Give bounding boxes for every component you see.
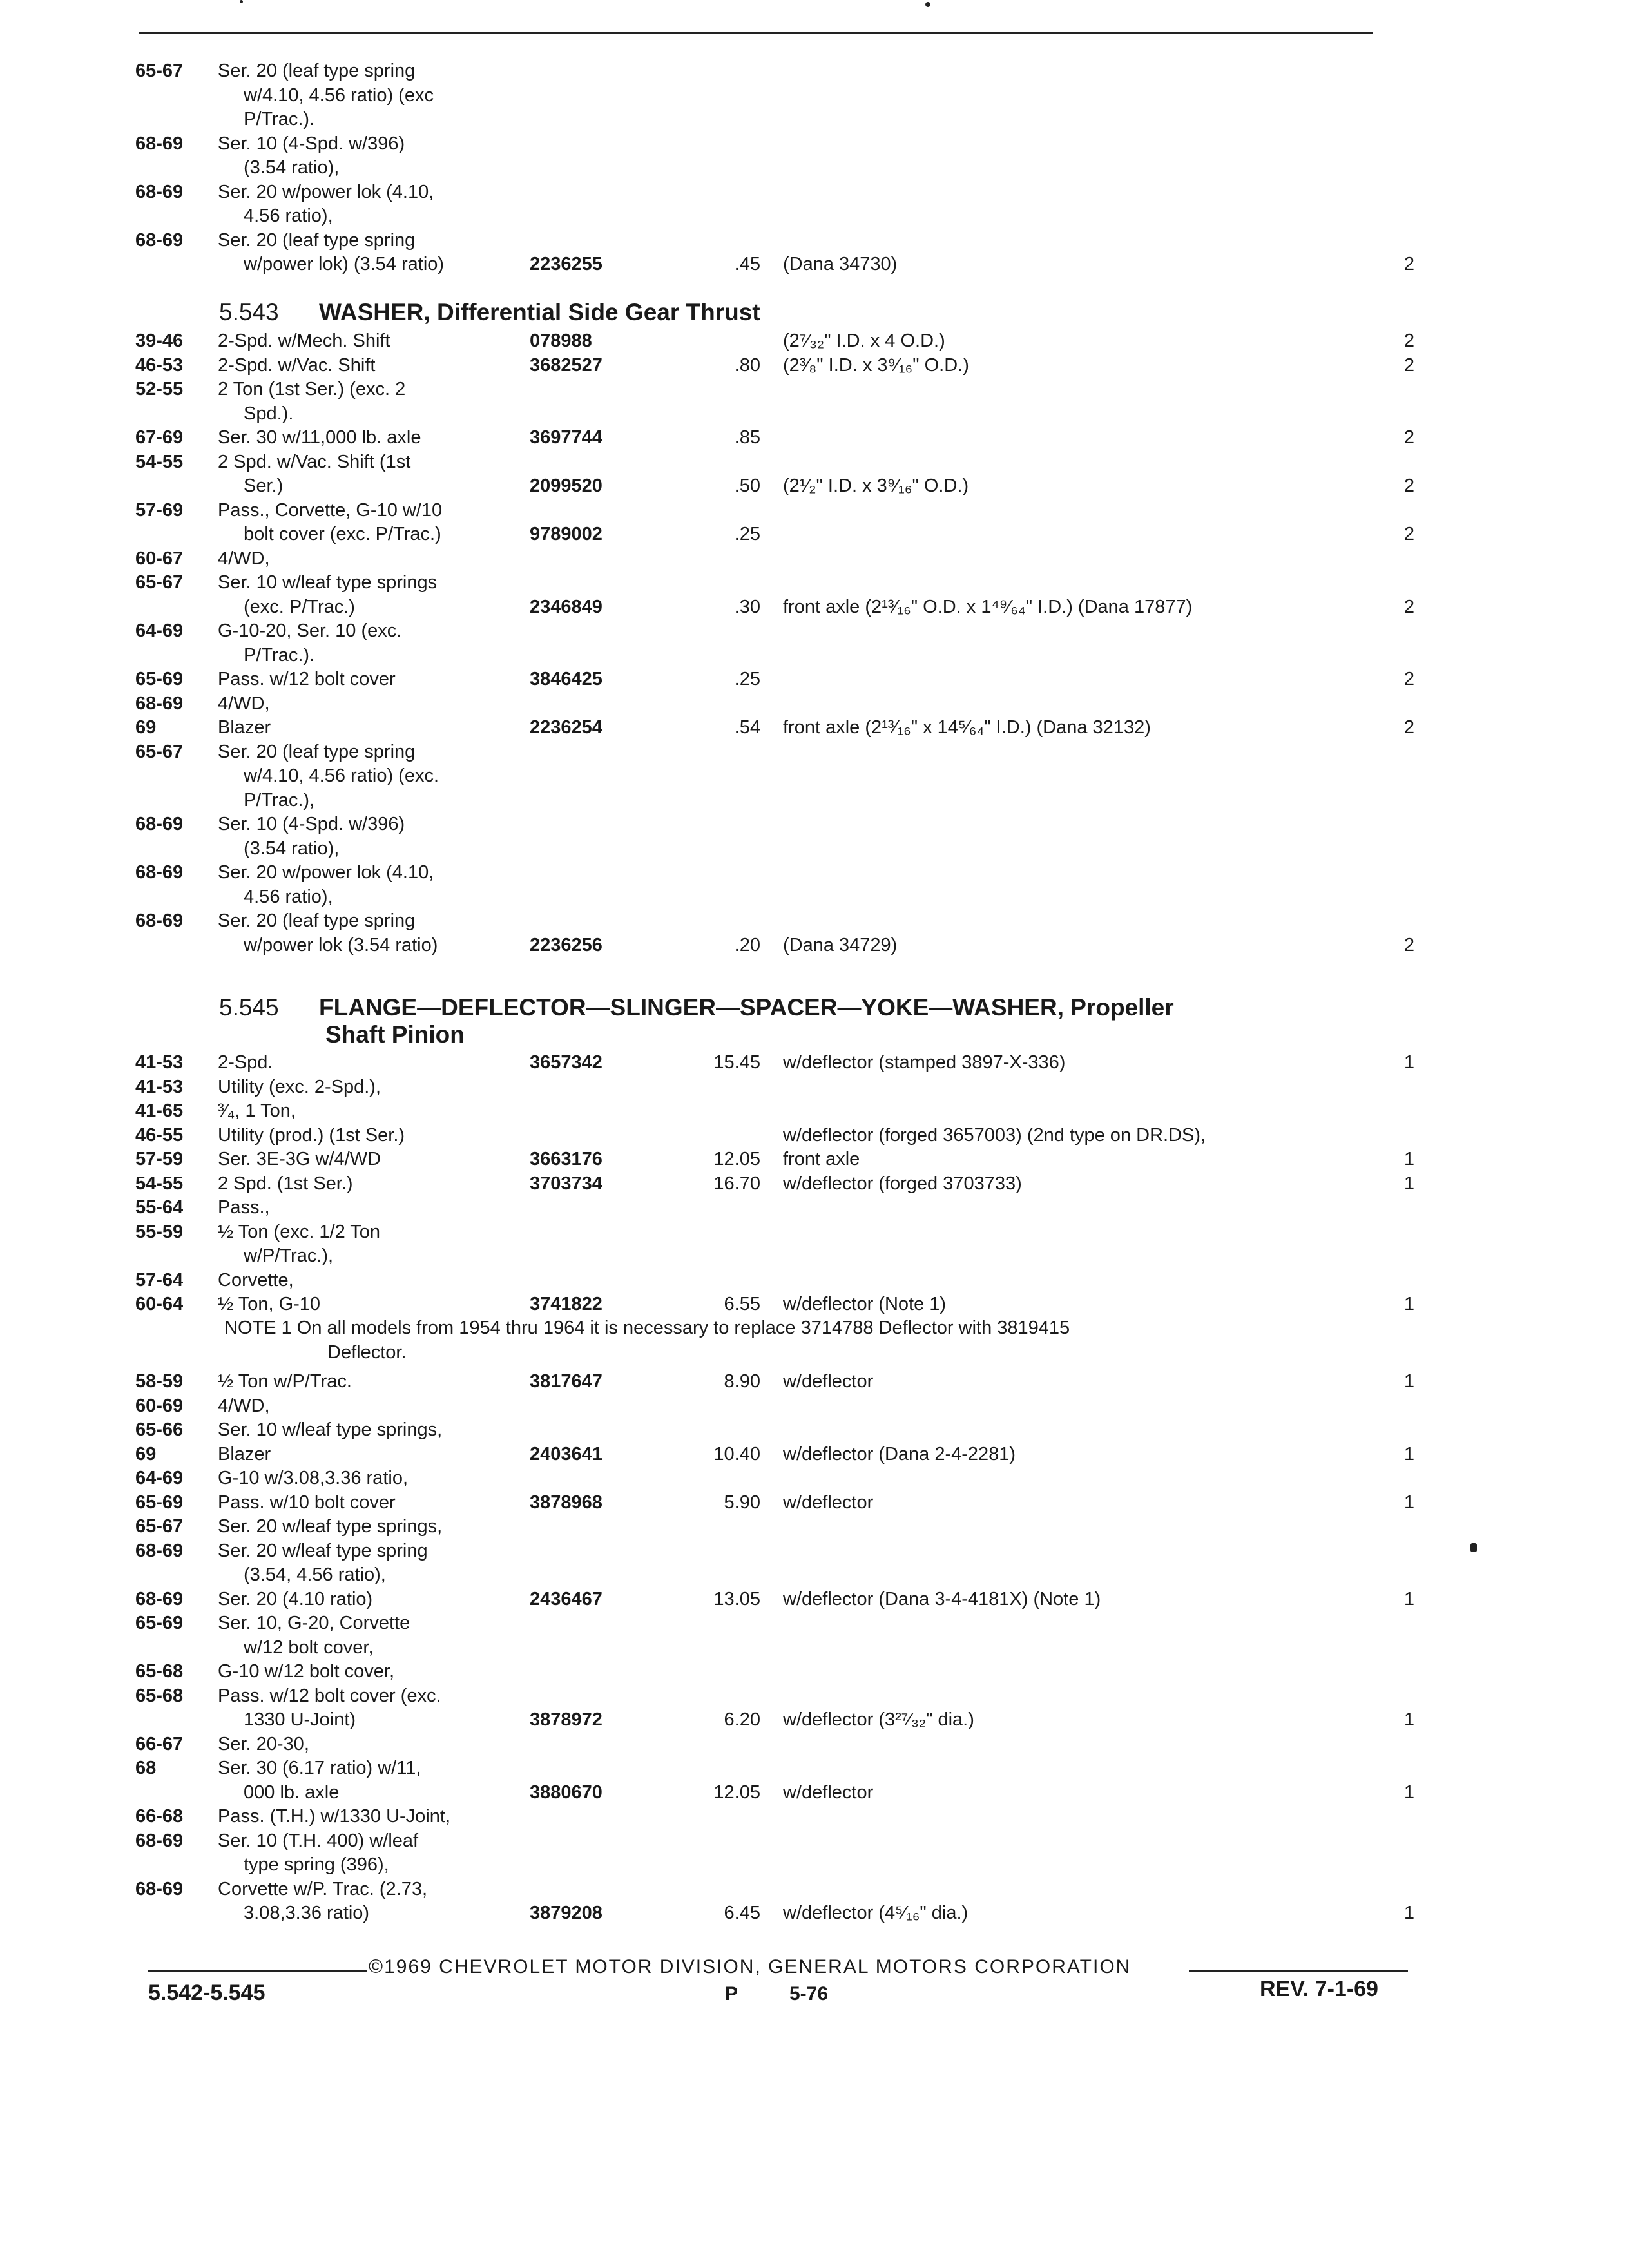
application: G-10-20, Ser. 10 (exc. (218, 620, 402, 641)
model-years: 68-69 (135, 1830, 184, 1851)
application: Ser. 20 (leaf type spring (218, 61, 416, 81)
application: 4/WD, (218, 1395, 270, 1416)
table-row (135, 1196, 1424, 1220)
description: (2⁷⁄₃₂" I.D. x 4 O.D.) (783, 331, 945, 351)
table-row (135, 1051, 1424, 1075)
model-years: 67-69 (135, 427, 184, 448)
list-price: 6.20 (724, 1709, 760, 1730)
table-row (135, 1611, 1424, 1636)
table-row (135, 1636, 1424, 1660)
application: Ser. 20 w/leaf type spring (218, 1540, 428, 1561)
part-number: 3663176 (530, 1149, 602, 1169)
part-number: 2236254 (530, 717, 602, 738)
application: Pass. (T.H.) w/1330 U-Joint, (218, 1806, 450, 1827)
application: Ser. 10 w/leaf type springs (218, 572, 438, 593)
part-number: 3741822 (530, 1294, 602, 1314)
section-title: FLANGE—DEFLECTOR—SLINGER—SPACER—YOKE—WASHER, Propeller (319, 994, 1174, 1021)
quantity: 1 (1403, 1492, 1414, 1513)
table-row (135, 619, 1424, 644)
top-rule (139, 32, 1373, 34)
application: Pass., (218, 1197, 270, 1218)
section-5543-heading (219, 298, 760, 327)
part-number: 3657342 (530, 1052, 602, 1073)
application: w/12 bolt cover, (244, 1637, 374, 1658)
application: Ser. 20 w/power lok (4.10, (218, 181, 434, 202)
application: ³⁄₄, 1 Ton, (218, 1100, 296, 1121)
table-row (135, 1491, 1424, 1515)
footer-rule-right (1189, 1970, 1408, 1972)
application: Ser. 10 (4-Spd. w/396) (218, 814, 405, 834)
model-years: 65-68 (135, 1661, 184, 1682)
table-row (135, 1124, 1424, 1148)
application: 2 Spd. (1st Ser.) (218, 1173, 353, 1194)
table-row (135, 253, 1424, 277)
list-price: 6.45 (724, 1903, 760, 1923)
application: Blazer (218, 1443, 271, 1465)
application: 2 Ton (1st Ser.) (exc. 2 (218, 379, 406, 399)
model-years: 41-53 (135, 1076, 184, 1097)
model-years: 68-69 (135, 693, 184, 714)
description: w/deflector (Note 1) (783, 1294, 947, 1314)
table-row (135, 571, 1424, 595)
table-row (135, 885, 1424, 910)
table-row (135, 523, 1424, 547)
application: Ser. 30 w/11,000 lb. axle (218, 427, 421, 448)
application: G-10 w/3.08,3.36 ratio, (218, 1468, 408, 1488)
quantity: 1 (1403, 1371, 1414, 1392)
application: 2-Spd. w/Mech. Shift (218, 331, 390, 351)
application: 4/WD, (218, 693, 270, 714)
application: (exc. P/Trac.) (244, 596, 355, 617)
table-row (135, 229, 1424, 253)
quantity: 1 (1403, 1782, 1414, 1803)
table-row (135, 1370, 1424, 1394)
application: 2 Spd. w/Vac. Shift (1st (218, 451, 411, 472)
model-years: 57-69 (135, 499, 184, 521)
table-row (135, 1148, 1424, 1172)
description: w/deflector (783, 1492, 874, 1513)
model-years: 41-65 (135, 1100, 184, 1121)
application: Ser. 20-30, (218, 1733, 309, 1754)
application: (3.54, 4.56 ratio), (244, 1564, 386, 1585)
quantity: 1 (1403, 1443, 1414, 1465)
model-years: 54-55 (135, 451, 184, 472)
application: Ser. 20 w/leaf type springs, (218, 1516, 443, 1537)
model-years: 68-69 (135, 862, 184, 883)
list-price: 6.55 (724, 1294, 760, 1314)
list-price: .25 (734, 669, 760, 689)
table-row (135, 1099, 1424, 1124)
quantity: 2 (1403, 669, 1414, 689)
model-years: 54-55 (135, 1173, 184, 1194)
part-number: 3846425 (530, 669, 602, 689)
table-row (135, 547, 1424, 572)
list-price: 8.90 (724, 1371, 760, 1392)
model-years: 66-67 (135, 1733, 184, 1754)
table-row (135, 354, 1424, 378)
model-years: 58-59 (135, 1371, 184, 1392)
table-row (135, 1878, 1424, 1902)
application: 1330 U-Joint) (244, 1709, 356, 1730)
table-row (135, 1394, 1424, 1419)
application: w/power lok (3.54 ratio) (244, 934, 438, 956)
table-row (135, 1443, 1424, 1467)
section-5545-heading (219, 994, 1174, 1022)
model-years: 46-55 (135, 1124, 184, 1146)
part-number: 9789002 (530, 524, 602, 544)
quantity: 1 (1403, 1052, 1414, 1073)
part-number: 2099520 (530, 476, 602, 496)
parts-block-3 (135, 1051, 1424, 1317)
table-row (135, 1781, 1424, 1805)
note-1-line2: Deflector. (327, 1342, 407, 1363)
model-years: 64-69 (135, 1468, 184, 1488)
list-price: 10.40 (713, 1443, 760, 1465)
table-row (135, 1269, 1424, 1293)
table-row (135, 156, 1424, 180)
application: Ser. 20 w/power lok (4.10, (218, 862, 434, 883)
model-years: 68 (135, 1758, 157, 1778)
table-row (135, 450, 1424, 475)
application: Ser. 3E-3G w/4/WD (218, 1149, 381, 1169)
description: front axle (783, 1149, 860, 1169)
table-row (135, 764, 1424, 789)
model-years: 41-53 (135, 1052, 184, 1073)
application: Ser. 10 w/leaf type springs, (218, 1419, 443, 1440)
quantity: 1 (1403, 1709, 1414, 1730)
quantity: 1 (1403, 1903, 1414, 1923)
list-price: .80 (734, 354, 760, 376)
parts-block-1 (135, 59, 1424, 277)
model-years: 68-69 (135, 1588, 184, 1610)
application: 4.56 ratio), (244, 206, 333, 226)
model-years: 65-67 (135, 1516, 184, 1537)
table-row (135, 499, 1424, 523)
table-row (135, 1515, 1424, 1539)
table-row (135, 1829, 1424, 1854)
table-row (135, 378, 1424, 402)
table-row (135, 595, 1424, 620)
model-years: 60-67 (135, 548, 184, 569)
quantity: 2 (1403, 934, 1414, 956)
footer-section-range: 5.542-5.545 (148, 1981, 265, 2005)
application: Ser. 20 (leaf type spring (218, 741, 416, 762)
table-row (135, 1853, 1424, 1878)
application: w/4.10, 4.56 ratio) (exc (244, 84, 434, 106)
application: Pass. w/12 bolt cover (exc. (218, 1685, 441, 1706)
application: Ser.) (244, 476, 284, 496)
list-price: 13.05 (713, 1588, 760, 1610)
model-years: 68-69 (135, 910, 184, 931)
list-price: .54 (734, 717, 760, 738)
part-number: 3697744 (530, 427, 602, 448)
model-years: 65-67 (135, 61, 184, 81)
table-row (135, 1805, 1424, 1829)
section-title: WASHER, Differential Side Gear Thrust (319, 299, 760, 325)
section-number: 5.543 (219, 299, 279, 325)
table-row (135, 789, 1424, 813)
list-price: 12.05 (713, 1782, 760, 1803)
part-number: 3880670 (530, 1782, 602, 1803)
application: Ser. 30 (6.17 ratio) w/11, (218, 1758, 421, 1778)
table-row (135, 934, 1424, 958)
quantity: 2 (1403, 331, 1414, 351)
table-row (135, 59, 1424, 84)
part-number: 2236255 (530, 254, 602, 274)
part-number: 3703734 (530, 1173, 602, 1194)
quantity: 1 (1403, 1149, 1414, 1169)
quantity: 2 (1403, 596, 1414, 617)
model-years: 55-59 (135, 1221, 184, 1242)
model-years: 60-69 (135, 1395, 184, 1416)
part-number: 3878968 (530, 1492, 602, 1513)
footer-copyright: ©1969 CHEVROLET MOTOR DIVISION, GENERAL MOTORS CORPORATION (369, 1956, 1132, 1977)
description: (Dana 34730) (783, 254, 898, 274)
application: 2-Spd. w/Vac. Shift (218, 354, 376, 376)
quantity: 2 (1403, 524, 1414, 544)
list-price: 16.70 (713, 1173, 760, 1194)
description: (2³⁄₈" I.D. x 3⁹⁄₁₆" O.D.) (783, 354, 969, 376)
part-number: 078988 (530, 331, 592, 351)
table-row (135, 132, 1424, 157)
application: Pass. w/12 bolt cover (218, 669, 396, 689)
application: Utility (exc. 2-Spd.), (218, 1076, 381, 1097)
description: front axle (2¹³⁄₁₆" x 14⁵⁄₆₄" I.D.) (Dana 32132) (783, 717, 1151, 738)
model-years: 68-69 (135, 1878, 184, 1899)
application: Ser. 10 (4-Spd. w/396) (218, 133, 405, 154)
application: w/4.10, 4.56 ratio) (exc. (244, 765, 439, 786)
table-row (135, 1756, 1424, 1781)
model-years: 68-69 (135, 229, 184, 251)
list-price: 12.05 (713, 1149, 760, 1169)
model-years: 69 (135, 1443, 157, 1465)
quantity: 2 (1403, 354, 1414, 376)
parts-block-2 (135, 329, 1424, 957)
description: w/deflector (forged 3703733) (783, 1173, 1022, 1194)
description: (2¹⁄₂" I.D. x 3⁹⁄₁₆" O.D.) (783, 476, 969, 496)
model-years: 65-66 (135, 1419, 184, 1440)
application: 2-Spd. (218, 1052, 273, 1073)
model-years: 66-68 (135, 1806, 184, 1827)
list-price: 15.45 (713, 1052, 760, 1073)
application: Ser. 10, G-20, Corvette (218, 1613, 410, 1633)
list-price: 5.90 (724, 1492, 760, 1513)
table-row (135, 1172, 1424, 1196)
table-row (135, 644, 1424, 668)
footer-page-number: 5-76 (789, 1983, 829, 2004)
application: 3.08,3.36 ratio) (244, 1903, 370, 1923)
table-row (135, 108, 1424, 132)
model-years: 65-69 (135, 1492, 184, 1513)
model-years: 65-69 (135, 669, 184, 689)
scan-speck (925, 2, 930, 7)
application: Ser. 20 (leaf type spring (218, 229, 416, 251)
application: 000 lb. axle (244, 1782, 340, 1803)
model-years: 65-68 (135, 1685, 184, 1706)
part-number: 2346849 (530, 596, 602, 617)
list-price: .85 (734, 427, 760, 448)
description: w/deflector (3²⁷⁄₃₂" dia.) (783, 1709, 974, 1730)
description: w/deflector (783, 1782, 874, 1803)
model-years: 64-69 (135, 620, 184, 641)
model-years: 39-46 (135, 331, 184, 351)
table-row (135, 426, 1424, 450)
table-row (135, 474, 1424, 499)
part-number: 3878972 (530, 1709, 602, 1730)
table-row (135, 716, 1424, 740)
quantity: 2 (1403, 254, 1414, 274)
model-years: 68-69 (135, 181, 184, 202)
application: G-10 w/12 bolt cover, (218, 1661, 395, 1682)
description: w/deflector (forged 3657003) (2nd type on DR.DS), (783, 1124, 1206, 1146)
model-years: 57-64 (135, 1269, 184, 1291)
application: Corvette w/P. Trac. (2.73, (218, 1878, 428, 1899)
list-price: .20 (734, 934, 760, 956)
application: Ser. 10 (T.H. 400) w/leaf (218, 1830, 419, 1851)
application: w/P/Trac.), (244, 1245, 334, 1266)
model-years: 57-59 (135, 1149, 184, 1169)
part-number: 3817647 (530, 1371, 602, 1392)
quantity: 2 (1403, 476, 1414, 496)
application: ½ Ton w/P/Trac. (218, 1371, 352, 1392)
application: P/Trac.), (244, 789, 315, 811)
model-years: 60-64 (135, 1294, 184, 1314)
footer-rule-left (148, 1970, 367, 1972)
description: w/deflector (783, 1371, 874, 1392)
application: bolt cover (exc. P/Trac.) (244, 524, 441, 544)
table-row (135, 812, 1424, 837)
table-row (135, 861, 1424, 885)
table-row (135, 1539, 1424, 1564)
application: w/power lok) (3.54 ratio) (244, 254, 445, 274)
model-years: 69 (135, 717, 157, 738)
list-price: .25 (734, 524, 760, 544)
scan-speck (240, 0, 243, 3)
table-row (135, 1684, 1424, 1709)
list-price: .30 (734, 596, 760, 617)
list-price: .50 (734, 476, 760, 496)
footer-p: P (725, 1983, 738, 2004)
application: 4.56 ratio), (244, 886, 333, 907)
application: Ser. 20 (4.10 ratio) (218, 1588, 373, 1610)
application: Ser. 20 (leaf type spring (218, 910, 416, 931)
part-number: 2403641 (530, 1443, 602, 1465)
section-title-continued: Shaft Pinion (325, 1021, 465, 1048)
quantity: 1 (1403, 1588, 1414, 1610)
quantity: 1 (1403, 1294, 1414, 1314)
table-row (135, 1244, 1424, 1269)
application: ½ Ton, G-10 (218, 1294, 321, 1314)
application: Utility (prod.) (1st Ser.) (218, 1124, 405, 1146)
application: Pass. w/10 bolt cover (218, 1492, 396, 1513)
application: (3.54 ratio), (244, 157, 340, 178)
scan-speck (1470, 1543, 1477, 1552)
footer-revision: REV. 7-1-69 (1260, 1977, 1378, 2001)
part-number: 3682527 (530, 354, 602, 376)
description: (Dana 34729) (783, 934, 898, 956)
application: P/Trac.). (244, 109, 315, 130)
table-row (135, 1660, 1424, 1684)
table-row (135, 180, 1424, 205)
table-row (135, 1733, 1424, 1757)
model-years: 65-67 (135, 741, 184, 762)
table-row (135, 204, 1424, 229)
list-price: .45 (734, 254, 760, 274)
description: w/deflector (Dana 2-4-2281) (783, 1443, 1016, 1465)
table-row (135, 909, 1424, 934)
table-row (135, 740, 1424, 765)
table-row (135, 1075, 1424, 1100)
description: front axle (2¹³⁄₁₆" O.D. x 1⁴⁹⁄₆₄" I.D.) (Dana 17877) (783, 596, 1193, 617)
part-number: 2236256 (530, 934, 602, 956)
application: (3.54 ratio), (244, 838, 340, 859)
section-number: 5.545 (219, 994, 279, 1021)
table-row (135, 1293, 1424, 1317)
table-row (135, 1466, 1424, 1491)
quantity: 1 (1403, 1173, 1414, 1194)
application: Corvette, (218, 1269, 294, 1291)
table-row (135, 1708, 1424, 1733)
model-years: 46-53 (135, 354, 184, 376)
application: Spd.). (244, 403, 294, 424)
application: type spring (396), (244, 1854, 389, 1875)
model-years: 68-69 (135, 1540, 184, 1561)
table-row (135, 1418, 1424, 1443)
application: ½ Ton (exc. 1/2 Ton (218, 1221, 381, 1242)
description: w/deflector (stamped 3897-X-336) (783, 1052, 1066, 1073)
table-row (135, 837, 1424, 861)
parts-block-4 (135, 1370, 1424, 1926)
table-row (135, 668, 1424, 692)
note-1-line1: NOTE 1 On all models from 1954 thru 1964 it is necessary to replace 3714788 Deflector with 3819415 (224, 1318, 1070, 1338)
model-years: 55-64 (135, 1197, 184, 1218)
application: Blazer (218, 717, 271, 738)
table-row (135, 692, 1424, 716)
model-years: 65-67 (135, 572, 184, 593)
model-years: 68-69 (135, 133, 184, 154)
table-row (135, 84, 1424, 108)
table-row (135, 402, 1424, 427)
quantity: 2 (1403, 717, 1414, 738)
table-row (135, 1588, 1424, 1612)
description: w/deflector (4⁵⁄₁₆" dia.) (783, 1903, 969, 1923)
application: P/Trac.). (244, 644, 315, 666)
application: 4/WD, (218, 548, 270, 569)
quantity: 2 (1403, 427, 1414, 448)
description: w/deflector (Dana 3-4-4181X) (Note 1) (783, 1588, 1101, 1610)
model-years: 68-69 (135, 814, 184, 834)
model-years: 52-55 (135, 379, 184, 399)
table-row (135, 1563, 1424, 1588)
table-row (135, 329, 1424, 354)
table-row (135, 1220, 1424, 1245)
application: Pass., Corvette, G-10 w/10 (218, 499, 443, 521)
part-number: 3879208 (530, 1903, 602, 1923)
table-row (135, 1901, 1424, 1926)
model-years: 65-69 (135, 1613, 184, 1633)
part-number: 2436467 (530, 1588, 602, 1610)
